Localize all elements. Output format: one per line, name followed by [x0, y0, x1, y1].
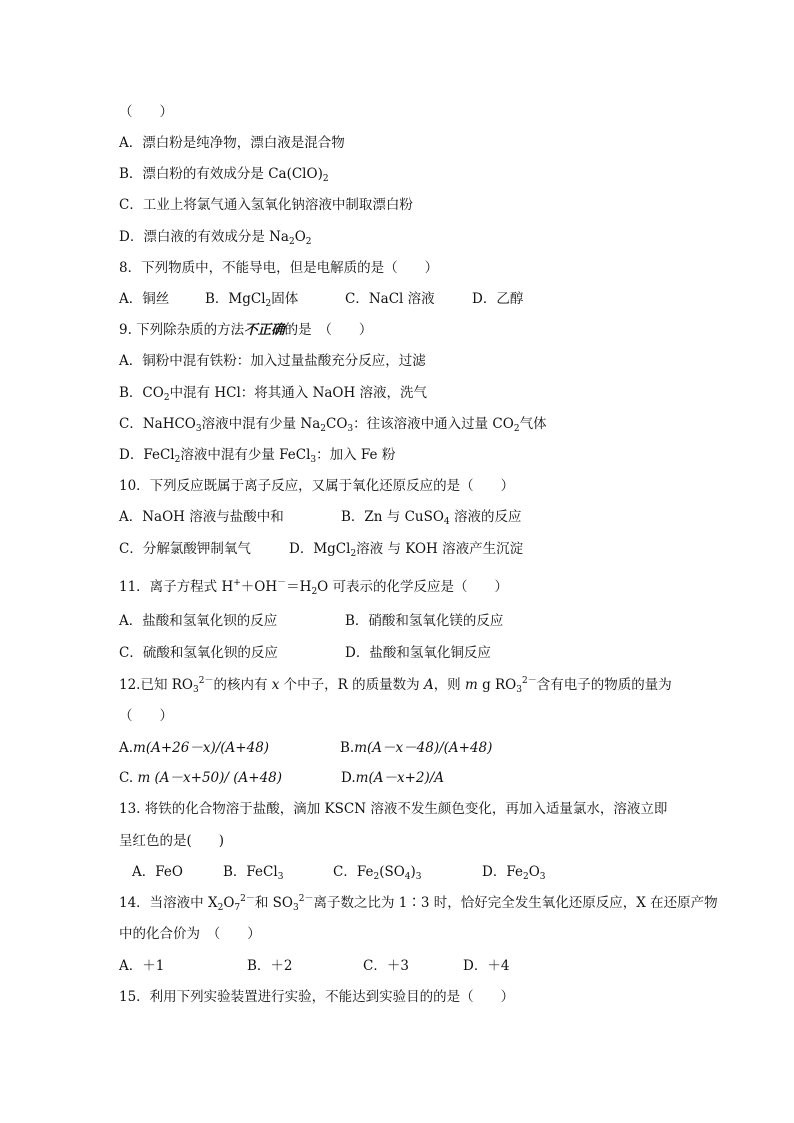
text-segment: A.: [119, 740, 134, 756]
text-segment: A．铜丝: [119, 291, 170, 307]
answer-option: [345, 644, 491, 662]
question-line: [119, 321, 372, 339]
superscript: 2－: [522, 676, 537, 686]
text-segment: A．＋1: [119, 958, 165, 974]
answer-option: [119, 612, 277, 630]
subscript: 2: [373, 872, 380, 882]
subscript: 3: [310, 455, 317, 465]
text-segment: 呈红色的是( ): [119, 833, 225, 849]
text-segment: D．＋4: [463, 958, 510, 974]
text-segment: x: [271, 677, 280, 693]
question-line: [119, 103, 173, 121]
superscript: +: [233, 578, 241, 588]
text-segment: A．盐酸和氢氧化钡的反应: [119, 613, 278, 629]
answer-option: [345, 290, 435, 308]
answer-option: [119, 644, 278, 662]
subscript: 3: [347, 424, 354, 434]
question-line: [119, 739, 679, 757]
subscript: 4: [443, 517, 450, 527]
text-segment: O 可表示的化学反应是（ ）: [317, 579, 509, 595]
subscript: 2: [174, 455, 181, 465]
superscript: 2－: [240, 894, 255, 904]
answer-option: [223, 863, 283, 881]
text-segment: 溶液的反应: [449, 509, 522, 525]
answer-option: [333, 863, 422, 881]
subscript: 2: [305, 237, 312, 247]
text-segment: D．漂白液的有效成分是 Na: [119, 229, 289, 245]
text-segment: 含有电子的物质的量为: [536, 677, 672, 693]
text-segment: B．MgCl: [205, 291, 266, 307]
answer-option: [119, 739, 269, 757]
text-segment: C.: [119, 770, 138, 786]
text-segment: B．＋2: [247, 958, 293, 974]
subscript: 2: [322, 174, 329, 184]
text-segment: 不正确: [244, 322, 285, 338]
text-segment: ，则: [433, 677, 465, 693]
subscript: 3: [195, 424, 202, 434]
answer-option: [205, 290, 298, 308]
text-segment: D．盐酸和氢氧化铜反应: [345, 645, 491, 661]
answer-option: [482, 863, 546, 881]
text-segment: m(A－x－48)/(A+48): [354, 740, 493, 756]
subscript: 2: [163, 393, 170, 403]
text-segment: 12.已知 RO: [119, 677, 193, 693]
text-segment: m (A－x+50)/ (A+48): [137, 770, 283, 786]
answer-option: [340, 739, 492, 757]
text-segment: D．Fe: [482, 864, 523, 880]
text-segment: CO: [326, 416, 348, 432]
question-line: [119, 769, 679, 787]
subscript: 7: [234, 903, 241, 913]
text-segment: ＋OH: [240, 579, 278, 595]
text-segment: ): [410, 864, 416, 880]
text-segment: C．分解氯酸钾制氧气: [119, 541, 251, 557]
text-segment: 溶液中混有少量 Na: [201, 416, 321, 432]
question-line: [119, 988, 514, 1006]
superscript: 2－: [198, 676, 214, 686]
text-segment: A: [423, 677, 434, 693]
answer-option: [132, 863, 183, 881]
text-segment: （ ）: [119, 708, 173, 724]
answer-option: [463, 957, 509, 975]
text-segment: 和 SO: [254, 895, 293, 911]
text-segment: 15．利用下列实验装置进行实验，不能达到实验目的的是（ ）: [119, 989, 515, 1005]
superscript: 2－: [298, 894, 314, 904]
text-segment: A．NaOH 溶液与盐酸中和: [119, 509, 284, 525]
question-line: [119, 540, 679, 558]
text-segment: A．漂白粉是纯净物，漂白液是混合物: [119, 135, 345, 151]
text-segment: 中的化合价为 （ ）: [119, 926, 261, 942]
text-segment: m: [464, 677, 478, 693]
text-segment: O: [223, 895, 235, 911]
text-segment: B．CO: [119, 385, 164, 401]
text-segment: C．NaCl 溶液: [345, 291, 435, 307]
text-segment: 8．下列物质中，不能导电，但是电解质的是（ ）: [119, 260, 439, 276]
answer-option: [119, 508, 284, 526]
subscript: 2: [311, 587, 318, 597]
question-line: [119, 196, 413, 214]
text-segment: 的核内有: [213, 677, 272, 693]
text-segment: 10．下列反应既属于离子反应，又属于氧化还原反应的是（ ）: [119, 478, 515, 494]
text-segment: (SO: [379, 864, 405, 880]
answer-option: [289, 540, 523, 558]
subscript: 3: [292, 903, 299, 913]
question-line: [119, 384, 427, 402]
question-line: [119, 259, 438, 277]
question-line: [119, 477, 514, 495]
text-segment: 13. 将铁的化合物溶于盐酸，滴加 KSCN 溶液不发生颜色变化，再加入适量氯水，溶液立即: [119, 801, 668, 817]
text-segment: A．FeO: [132, 864, 183, 880]
text-segment: m(A+26－x)/(A+48): [133, 740, 270, 756]
text-segment: C．＋3: [363, 958, 409, 974]
subscript: 2: [350, 549, 357, 559]
text-segment: g RO: [477, 677, 517, 693]
answer-option: [247, 957, 293, 975]
text-segment: ：加入 Fe 粉: [316, 447, 396, 463]
text-segment: 的是 （ ）: [284, 322, 373, 338]
question-line: [119, 800, 667, 818]
subscript: 3: [415, 872, 422, 882]
text-segment: C．硫酸和氢氧化钡的反应: [119, 645, 278, 661]
subscript: 2: [265, 299, 272, 309]
subscript: 3: [539, 872, 546, 882]
text-segment: m(A－x+2)/A: [355, 770, 445, 786]
question-line: [119, 290, 679, 308]
question-line: [119, 925, 261, 943]
question-line: [119, 832, 224, 850]
question-line: [119, 352, 426, 370]
text-segment: D．MgCl: [289, 541, 351, 557]
text-segment: O: [528, 864, 540, 880]
text-segment: D．FeCl: [119, 447, 175, 463]
text-segment: 固体: [271, 291, 299, 307]
answer-option: [472, 290, 523, 308]
text-segment: 溶液中混有少量 FeCl: [180, 447, 311, 463]
answer-option: [341, 769, 444, 787]
text-segment: ：往该溶液中通入过量 CO: [353, 416, 514, 432]
question-line: [119, 676, 672, 694]
question-line: [119, 612, 679, 630]
subscript: 4: [404, 872, 411, 882]
text-segment: B.: [340, 740, 355, 756]
subscript: 2: [288, 237, 295, 247]
text-segment: C．工业上将氯气通入氢氧化钠溶液中制取漂白粉: [119, 197, 413, 213]
text-segment: 中混有 HCl：将其通入 NaOH 溶液，洗气: [169, 385, 428, 401]
text-segment: O: [294, 229, 306, 245]
subscript: 2: [513, 424, 520, 434]
text-segment: D.: [341, 770, 356, 786]
question-line: [119, 644, 679, 662]
subscript: 2: [217, 903, 224, 913]
text-segment: B．漂白粉的有效成分是 Ca(ClO): [119, 166, 323, 182]
subscript: 2: [522, 872, 529, 882]
text-segment: 个中子，R 的质量数为: [279, 677, 424, 693]
subscript: 2: [320, 424, 326, 434]
superscript: －: [277, 578, 287, 588]
text-segment: 11．离子方程式 H: [119, 579, 234, 595]
question-line: [119, 165, 329, 183]
text-segment: 9. 下列除杂质的方法: [119, 322, 245, 338]
question-line: [119, 228, 312, 246]
answer-option: [363, 957, 409, 975]
text-segment: 溶液 与 KOH 溶液产生沉淀: [356, 541, 524, 557]
answer-option: [119, 769, 282, 787]
text-segment: 14．当溶液中 X: [119, 895, 218, 911]
subscript: 3: [516, 685, 522, 695]
answer-option: [345, 612, 503, 630]
answer-option: [119, 957, 164, 975]
question-line: [119, 415, 547, 433]
text-segment: （ ）: [119, 104, 173, 120]
text-segment: B．FeCl: [223, 864, 278, 880]
text-segment: D．乙醇: [472, 291, 524, 307]
question-line: [119, 446, 395, 464]
question-line: [119, 894, 718, 912]
question-line: [119, 578, 508, 596]
text-segment: ＝H: [286, 579, 312, 595]
question-line: [119, 863, 679, 881]
subscript: 3: [193, 685, 199, 695]
text-segment: C．NaHCO: [119, 416, 196, 432]
answer-option: [119, 290, 169, 308]
text-segment: A．铜粉中混有铁粉：加入过量盐酸充分反应，过滤: [119, 353, 426, 369]
question-line: [119, 134, 345, 152]
answer-option: [119, 540, 251, 558]
subscript: 3: [277, 872, 284, 882]
question-line: [119, 957, 679, 975]
question-line: [119, 508, 679, 526]
text-segment: 离子数之比为 1∶3 时，恰好完全发生氧化还原反应，X 在还原产物: [313, 895, 718, 911]
question-line: [119, 707, 173, 725]
text-segment: B．Zn 与 CuSO: [341, 509, 444, 525]
answer-option: [341, 508, 521, 526]
text-segment: B．硝酸和氢氧化镁的反应: [345, 613, 504, 629]
text-segment: 气体: [519, 416, 547, 432]
text-segment: C．Fe: [333, 864, 374, 880]
